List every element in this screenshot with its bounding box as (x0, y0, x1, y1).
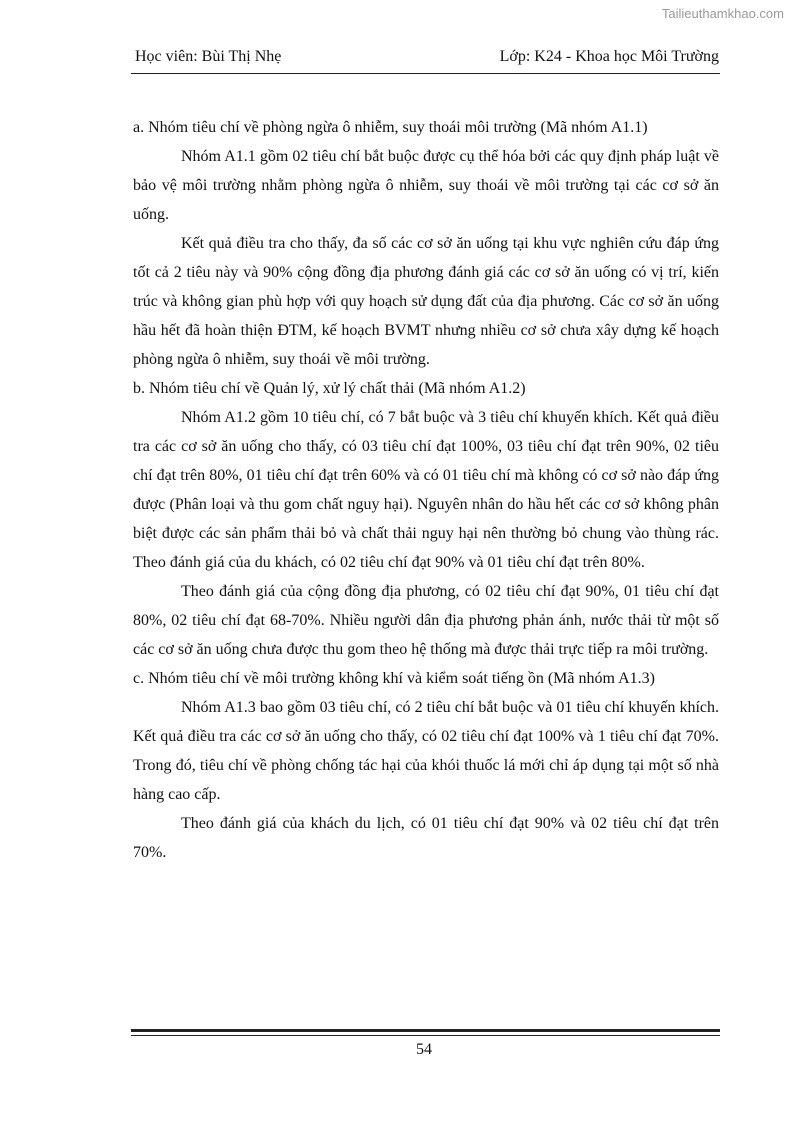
paragraph: Theo đánh giá của khách du lịch, có 01 tiêu chí đạt 90% và 02 tiêu chí đạt trên 70%. (133, 815, 719, 861)
paragraph: Theo đánh giá của cộng đồng địa phương, có 02 tiêu chí đạt 90%, 01 tiêu chí đạt 80%, 02 tiêu chí đạt 68-70%. Nhiều người dân địa phương phản ánh, nước thải từ một số các cơ sở ăn uống chưa được thu gom theo hệ thống mà được thải trực tiếp ra môi trường. (133, 583, 719, 658)
page-header (131, 48, 719, 72)
section-heading-b: b. Nhóm tiêu chí về Quản lý, xử lý chất thải (Mã nhóm A1.2) (133, 380, 526, 397)
header-class: Lớp: K24 - Khoa học Môi Trường (499, 48, 719, 65)
section-heading-c: c. Nhóm tiêu chí về môi trường không khí và kiểm soát tiếng ồn (Mã nhóm A1.3) (133, 670, 655, 687)
header-student: Học viên: Bùi Thị Nhẹ (135, 48, 282, 65)
header-divider (131, 73, 720, 74)
section-heading-a: a. Nhóm tiêu chí về phòng ngừa ô nhiễm, suy thoái môi trường (Mã nhóm A1.1) (133, 119, 648, 136)
document-body (133, 113, 719, 867)
page-number: 54 (416, 1041, 432, 1058)
paragraph: Nhóm A1.2 gồm 10 tiêu chí, có 7 bắt buộc và 3 tiêu chí khuyến khích. Kết quả điều tra các cơ sở ăn uống cho thấy, có 03 tiêu chí đạt 100%, 03 tiêu chí đạt trên 90%, 02 tiêu chí đạt trên 80%, 01 tiêu chí đạt trên 60% và có 01 tiêu chí mà không có cơ sở nào đáp ứng được (Phân loại và thu gom chất nguy hại). Nguyên nhân do hầu hết các cơ sở không phân biệt được các sản phẩm thải bỏ và chất thải nguy hại nên thường bỏ chung vào thùng rác. Theo đánh giá của du khách, có 02 tiêu chí đạt 90% và 01 tiêu chí đạt trên 80%. (133, 409, 719, 571)
paragraph: Kết quả điều tra cho thấy, đa số các cơ sở ăn uống tại khu vực nghiên cứu đáp ứng tốt cả 2 tiêu này và 90% cộng đồng địa phương đánh giá các cơ sở ăn uống có vị trí, kiến trúc và không gian phù hợp với quy hoạch sử dụng đất của địa phương. Các cơ sở ăn uống hầu hết đã hoàn thiện ĐTM, kế hoạch BVMT nhưng nhiều cơ sở chưa xây dựng kế hoạch phòng ngừa ô nhiễm, suy thoái về môi trường. (133, 235, 719, 368)
watermark-text: Tailieuthamkhao.com (661, 6, 784, 21)
footer-divider-thin (131, 1035, 720, 1036)
paragraph: Nhóm A1.1 gồm 02 tiêu chí bắt buộc được cụ thể hóa bởi các quy định pháp luật về bảo vệ môi trường nhằm phòng ngừa ô nhiễm, suy thoái về môi trường tại các cơ sở ăn uống. (133, 148, 719, 223)
footer-divider-thick (131, 1029, 720, 1032)
paragraph: Nhóm A1.3 bao gồm 03 tiêu chí, có 2 tiêu chí bắt buộc và 01 tiêu chí khuyến khích. Kết quả điều tra các cơ sở ăn uống cho thấy, có 02 tiêu chí đạt 100% và 1 tiêu chí đạt 70%. Trong đó, tiêu chí về phòng chống tác hại của khói thuốc lá mới chỉ áp dụng tại một số nhà hàng cao cấp. (133, 699, 719, 803)
